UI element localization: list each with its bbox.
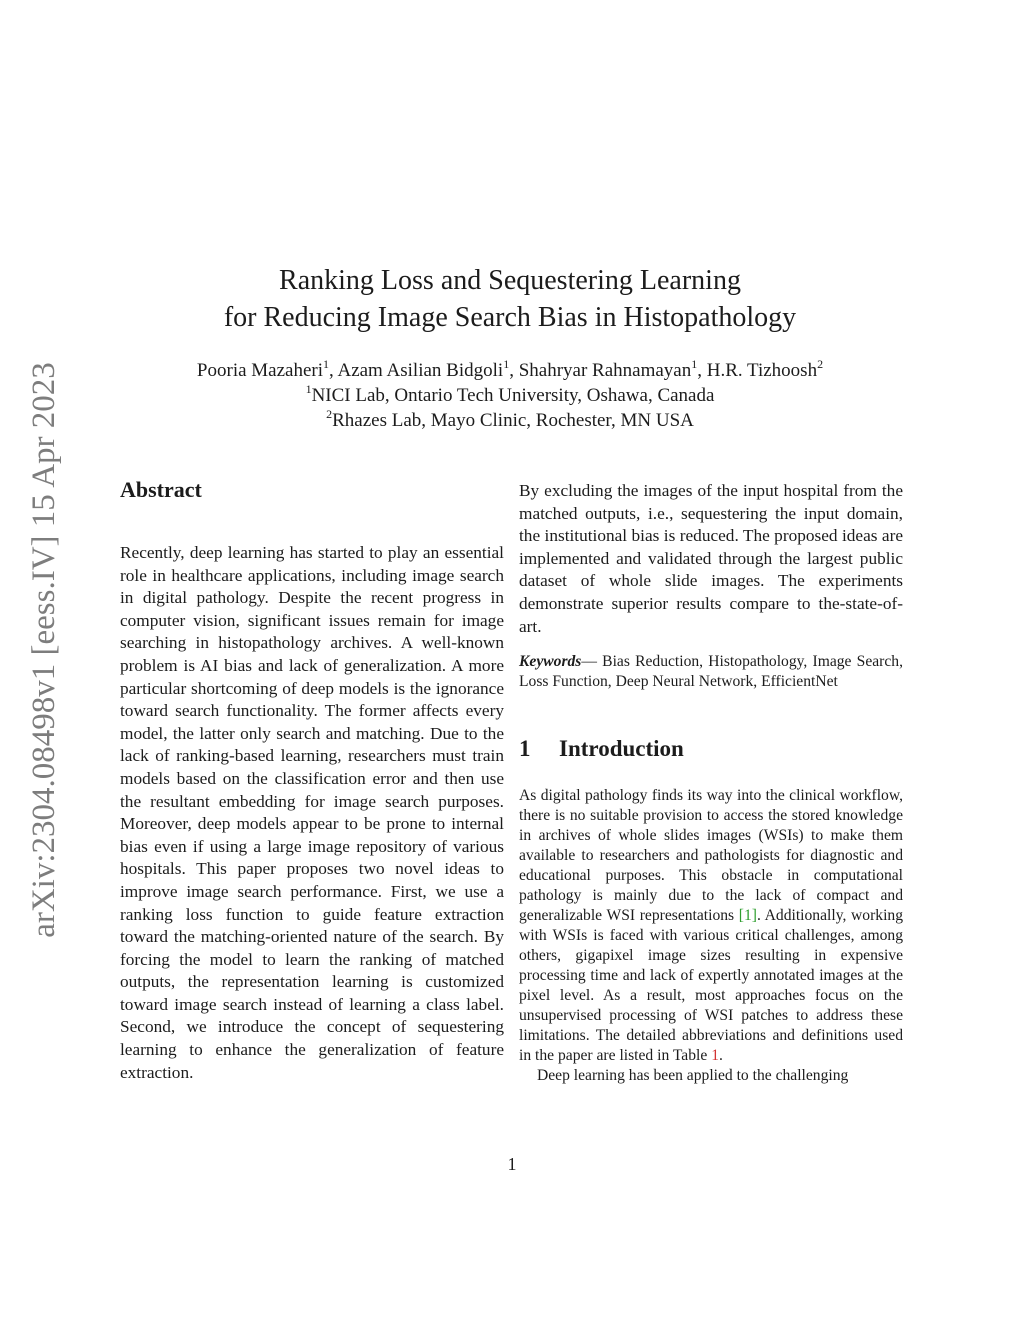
affiliation-text: Rhazes Lab, Mayo Clinic, Rochester, MN USA xyxy=(332,410,694,431)
affiliation-mark: 1 xyxy=(503,356,510,371)
affiliation-mark: 1 xyxy=(323,356,330,371)
affiliation-text: NICI Lab, Ontario Tech University, Oshawa, Canada xyxy=(311,385,715,406)
author-block xyxy=(110,358,910,433)
table-reference-link[interactable]: 1 xyxy=(711,1047,719,1065)
abstract-paragraph: Recently, deep learning has started to play an essential role in healthcare applications, including image search in digital pathology. Despite the recent progress in computer vision, significant issues remain for image searching in histopathology archives. A well-known problem is AI bias and lack of generalization. A more particular shortcoming of deep models is the ignorance toward search functionality. The former affects every model, the latter only search and matching. Due to the lack of ranking-based learning, researchers must train models based on the classification error and then use the resultant embedding for image search purposes. Moreover, deep models appear to be prone to internal bias even if using a large image repository of various hospitals. This paper proposes two novel ideas to improve image search performance. First, we use a ranking loss function to guide feature extraction toward the matching-oriented nature of the search. By forcing the model to learn the ranking of matched outputs, the representation learning is customized toward image search instead of learning a class label. Second, we introduce the concept of sequestering learning to enhance the generalization of feature extraction. xyxy=(120,543,504,1082)
affiliation-mark: 2 xyxy=(817,356,824,371)
keywords-dash: — xyxy=(581,653,603,671)
introduction-paragraph-2: Deep learning has been applied to the challenging xyxy=(537,1067,849,1085)
title-line-2: for Reducing Image Search Bias in Histopathology xyxy=(223,302,797,333)
author-name: Azam Asilian Bidgoli xyxy=(337,360,504,381)
left-column xyxy=(120,476,504,1084)
affiliation-mark: 2 xyxy=(326,406,333,421)
abstract-paragraph-continued: By excluding the images of the input hospital from the matched outputs, i.e., sequestering the input domain, the institutional bias is reduced. The proposed ideas are implemented and validated through the largest public dataset of whole slide images. The experiments demonstrate superior results compare to the-state-of-art. xyxy=(519,481,903,636)
author-name: H.R. Tizhoosh xyxy=(706,360,818,381)
keywords-label: Keywords xyxy=(519,653,582,671)
citation-link[interactable]: [1] xyxy=(738,907,757,925)
arxiv-identifier-stamp: arXiv:2304.08498v1 [eess.IV] 15 Apr 2023 xyxy=(26,362,62,938)
keywords-line xyxy=(519,652,903,692)
author-list: Pooria Mazaheri$^1$, Azam Asilian Bidgoli$^1$, Shahryar Rahnamayan$^1$, H.R. Tizhoosh$^2$ xyxy=(196,356,824,381)
introduction-heading xyxy=(519,734,903,764)
affiliation-line xyxy=(110,383,910,408)
paper-title xyxy=(110,262,910,336)
intro-text-segment: As digital pathology finds its way into the clinical workflow, there is no suitable provision to access the stored knowledge in archives of whole slides images (WSIs) to make them available to researchers and pathologists for diagnostic and educational purposes. This obstacle in computational pathology is mainly due to the lack of compact and generalizable WSI representations xyxy=(519,787,903,925)
affiliation-line xyxy=(110,408,910,433)
intro-text-segment: . xyxy=(718,1047,723,1065)
section-number: 1 xyxy=(519,736,531,762)
keywords-text: Bias Reduction, Histopathology, Image Search, Loss Function, Deep Neural Network, EfficientNet xyxy=(519,653,903,691)
introduction-paragraph xyxy=(519,786,903,1066)
intro-text-segment: . Additionally, working with WSIs is faced with various critical challenges, among others, gigapixel image sizes resulting in expensive processing time and lack of expertly annotated images at the pixel level. As a result, most approaches focus on the unsupervised processing of WSI patches to address these limitations. The detailed abbreviations and definitions used in the paper are listed in Table xyxy=(519,907,904,1065)
abstract-heading: Abstract xyxy=(120,477,202,502)
author-name: Shahryar Rahnamayan xyxy=(518,360,692,381)
page-number: 1 xyxy=(507,1154,517,1174)
section-title: Introduction xyxy=(559,736,684,762)
author-name: Pooria Mazaheri xyxy=(196,360,324,381)
affiliation-mark: 1 xyxy=(691,356,698,371)
right-column xyxy=(519,480,903,1086)
title-line-1: Ranking Loss and Sequestering Learning xyxy=(279,265,741,296)
affiliation-mark: 1 xyxy=(305,381,312,396)
